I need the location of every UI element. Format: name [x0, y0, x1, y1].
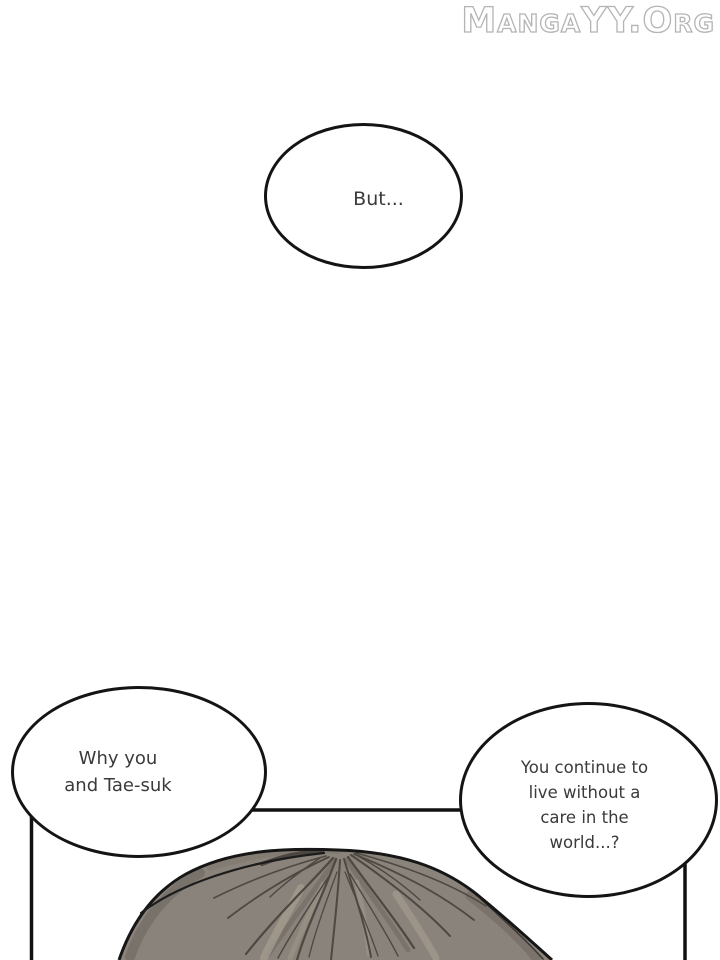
site-watermark: MangaYY.Org	[461, 1, 715, 41]
bubble-text	[521, 755, 648, 855]
character-hair	[119, 849, 552, 960]
bubble-text-line: You continue to	[520, 758, 649, 777]
bubble-text	[64, 745, 171, 799]
bubble-text-line: care in the	[540, 808, 629, 827]
bubble-text-line: Why you	[78, 748, 158, 769]
speech-bubble-but	[264, 123, 463, 269]
bubble-text-line: world...?	[549, 833, 620, 852]
bubble-text	[353, 188, 404, 210]
bubble-text-line: and Tae-suk	[64, 775, 172, 796]
speech-bubble-why-you	[11, 686, 267, 858]
speech-bubble-you-continue	[459, 702, 718, 898]
bubble-text-line: live without a	[528, 783, 641, 802]
bubble-text-line: But...	[353, 188, 404, 210]
